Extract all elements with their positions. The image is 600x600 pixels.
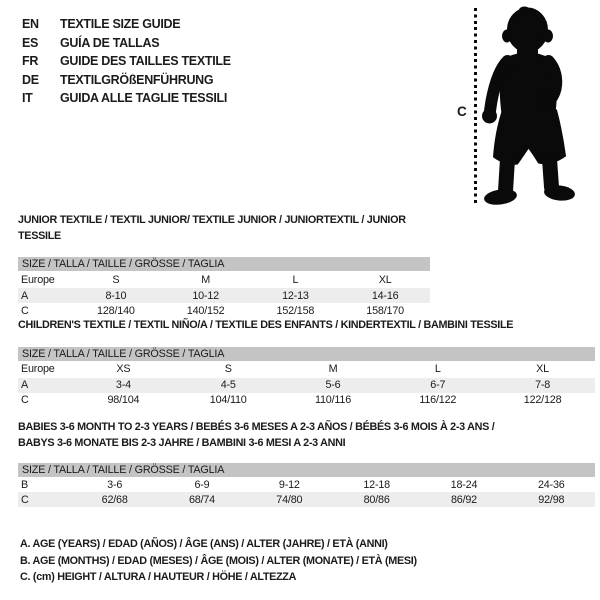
table-row-age-months — [18, 477, 595, 492]
section-title-line1: BABIES 3-6 MONTH TO 2-3 YEARS / BEBÉS 3-6 MESES A 2-3 AÑOS / BÉBÉS 3-6 MOIS À 2-3 ANS / — [18, 421, 495, 433]
height-cell: 152/158 — [276, 304, 315, 317]
language-code: DE — [22, 72, 39, 87]
height-cell: 140/152 — [186, 304, 225, 317]
age-cell: 8-10 — [105, 289, 127, 302]
age-cell: 9-12 — [278, 478, 300, 491]
size-cell: XL — [378, 273, 392, 286]
section-junior-textile — [18, 213, 430, 318]
section-title: CHILDREN'S TEXTILE / TEXTIL NIÑO/A / TEXTILE DES ENFANTS / KINDERTEXTIL / BAMBINI TESSILE — [18, 319, 514, 331]
table-row-age — [18, 288, 430, 303]
age-cell: 6-7 — [430, 379, 446, 391]
age-cell: 5-6 — [325, 379, 341, 391]
guide-title: TEXTILGRÖßENFÜHRUNG — [60, 72, 214, 87]
language-code: EN — [22, 17, 39, 31]
size-header-bar: SIZE / TALLA / TAILLE / GRÖSSE / TAGLIA — [18, 257, 430, 271]
row-label: Europe — [21, 273, 55, 286]
language-row-de — [22, 71, 231, 90]
language-row-en — [22, 15, 231, 34]
size-header-bar: SIZE / TALLA / TAILLE / GRÖSSE / TAGLIA — [18, 347, 595, 361]
row-label: C — [21, 304, 29, 317]
section-babies-textile — [18, 420, 595, 507]
age-cell: 10-12 — [192, 289, 219, 302]
legend-line-b: B. AGE (MONTHS) / EDAD (MESES) / ÂGE (MOIS) / ALTER (MONATE) / ETÀ (MESI) — [20, 554, 417, 567]
legend-footnotes — [20, 536, 417, 586]
size-cell: S — [224, 363, 232, 375]
size-cell: S — [112, 273, 120, 286]
row-label: C — [21, 493, 29, 506]
guide-title: GUIDA ALLE TAGLIE TESSILI — [60, 91, 228, 105]
section-title: JUNIOR TEXTILE / TEXTIL JUNIOR/ TEXTILE JUNIOR / JUNIORTEXTIL / JUNIOR TESSILE — [18, 214, 406, 242]
language-row-it — [22, 89, 231, 108]
table-row-height — [18, 393, 595, 408]
language-title-list — [22, 15, 231, 108]
row-label: C — [21, 394, 29, 406]
size-cell: L — [292, 273, 299, 286]
height-cell: 80/86 — [363, 493, 390, 506]
table-row-europe — [18, 271, 430, 288]
section-title-line2: BABYS 3-6 MONATE BIS 2-3 JAHRE / BAMBINI 3-6 MESI A 2-3 ANNI — [18, 436, 346, 449]
size-cell: XL — [536, 363, 549, 375]
language-code: FR — [22, 54, 39, 68]
size-cell: XS — [116, 363, 131, 375]
language-code: IT — [22, 91, 33, 105]
age-cell: 3-4 — [115, 379, 131, 391]
height-cell: 68/74 — [188, 493, 215, 506]
table-row-height — [18, 492, 595, 507]
height-cell: 98/104 — [107, 394, 140, 406]
height-cell: 110/116 — [314, 394, 351, 406]
age-cell: 24-36 — [537, 478, 565, 491]
table-row-height — [18, 303, 430, 318]
guide-title: GUIDE DES TAILLES TEXTILE — [60, 54, 231, 68]
row-label: A — [21, 379, 29, 391]
age-cell: 12-18 — [363, 478, 390, 491]
height-cell: 128/140 — [97, 304, 135, 317]
language-row-es — [22, 34, 231, 53]
row-label: Europe — [21, 363, 55, 375]
age-cell: 7-8 — [535, 379, 551, 391]
row-label: A — [21, 289, 29, 302]
row-label: B — [21, 478, 29, 491]
height-cell: 62/68 — [101, 493, 128, 506]
height-cell: 122/128 — [523, 394, 562, 406]
age-cell: 4-5 — [220, 379, 236, 391]
table-row-europe — [18, 361, 595, 378]
legend-line-a: A. AGE (YEARS) / EDAD (AÑOS) / ÂGE (ANS) / ALTER (JAHRE) / ETÀ (ANNI) — [20, 538, 388, 550]
guide-title: TEXTILE SIZE GUIDE — [60, 17, 181, 31]
size-cell: L — [434, 363, 441, 375]
legend-line-c: C. (cm) HEIGHT / ALTURA / HAUTEUR / HÖHE / ALTEZZA — [20, 571, 297, 583]
section-childrens-textile — [18, 318, 595, 408]
baby-silhouette — [477, 5, 578, 205]
height-cell: 86/92 — [450, 493, 477, 506]
guide-title: GUÍA DE TALLAS — [60, 35, 160, 50]
height-cell: 104/110 — [209, 394, 247, 406]
language-row-fr — [22, 52, 231, 71]
age-cell: 18-24 — [450, 478, 478, 491]
height-cell: 74/80 — [276, 493, 303, 506]
size-cell: M — [201, 273, 211, 286]
age-cell: 14-16 — [371, 289, 399, 302]
height-cell: 116/122 — [419, 394, 457, 406]
language-code: ES — [22, 35, 39, 50]
table-row-age — [18, 378, 595, 393]
height-cell: 158/170 — [366, 304, 404, 317]
age-cell: 3-6 — [107, 478, 123, 491]
age-cell: 6-9 — [194, 478, 210, 491]
height-cell: 92/98 — [538, 493, 565, 506]
age-cell: 12-13 — [282, 289, 309, 302]
height-measure-label: C — [457, 104, 467, 119]
size-header-bar: SIZE / TALLA / TAILLE / GRÖSSE / TAGLIA — [18, 463, 595, 477]
size-cell: M — [328, 363, 338, 375]
